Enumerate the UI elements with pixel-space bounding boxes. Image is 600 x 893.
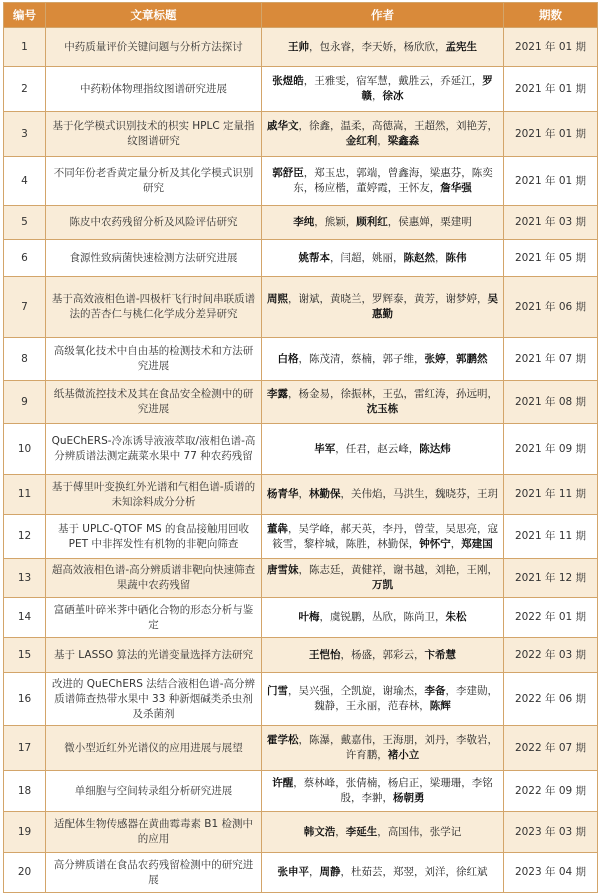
- author-text: ，郑玉忠，郭端，曾鑫海，梁惠芬，陈奕东，杨应楷，董婷霞，王怀友，: [293, 167, 493, 194]
- issue-number: 2021 年 12 期: [504, 559, 598, 598]
- author-highlighted: 吴惠勤: [372, 293, 498, 320]
- author-highlighted: 霍学松: [267, 734, 299, 746]
- author-highlighted: 王帅: [288, 40, 309, 53]
- articles-table: [3, 2, 598, 893]
- author-text: ，: [450, 537, 462, 550]
- table-row: [4, 812, 598, 853]
- author-highlighted: 詹华强: [440, 182, 472, 194]
- author-text: ，: [445, 352, 456, 365]
- author-text: ，熊颖，: [314, 216, 357, 228]
- issue-number: 2021 年 01 期: [504, 157, 598, 206]
- table-row: [4, 598, 598, 638]
- issue-number: 2021 年 08 期: [504, 381, 598, 424]
- author-highlighted: 顾利红: [356, 216, 388, 228]
- table-row: [4, 424, 598, 475]
- article-authors: [262, 638, 504, 673]
- author-highlighted: 许醒: [272, 777, 294, 789]
- author-text: ，谢斌，黄晓兰，罗辉泰，黄芳，谢梦婷，: [288, 293, 488, 305]
- article-title: 基于 LASSO 算法的光谱变量选择方法研究: [46, 638, 262, 673]
- row-number: 12: [4, 515, 46, 559]
- author-text: ，: [377, 135, 388, 147]
- issue-number: 2021 年 03 期: [504, 206, 598, 240]
- table-row: [4, 673, 598, 726]
- article-authors: [262, 812, 504, 853]
- author-highlighted: 沈玉栋: [366, 403, 399, 415]
- table-row: [4, 112, 598, 157]
- author-highlighted: 毕军: [314, 442, 336, 455]
- row-number: 20: [4, 853, 46, 893]
- author-text: ，王雅雯，宿军慧，戴胜云，乔延江，: [303, 75, 483, 87]
- author-text: ，高国伟，张学记: [377, 825, 462, 838]
- table-row: [4, 853, 598, 893]
- issue-number: 2021 年 01 期: [504, 28, 598, 67]
- author-highlighted: 林勤保: [309, 488, 341, 500]
- article-authors: [262, 726, 504, 771]
- author-text: ，吴兴强，仝凯旋，谢瑜杰，: [288, 685, 425, 697]
- issue-number: 2021 年 05 期: [504, 240, 598, 277]
- author-highlighted: 郑建国: [461, 537, 493, 550]
- author-text: ，杨盛，郭彩云，: [340, 648, 425, 661]
- author-highlighted: 陈达炜: [419, 442, 451, 455]
- row-number: 13: [4, 559, 46, 598]
- author-highlighted: 钟怀宁: [419, 537, 451, 550]
- author-highlighted: 金红利: [345, 135, 378, 147]
- article-authors: [262, 67, 504, 112]
- author-text: ，虞锐鹏，丛欣，陈尚卫，: [319, 611, 446, 623]
- author-highlighted: 张煜皓: [272, 75, 304, 87]
- article-authors: [262, 206, 504, 240]
- author-highlighted: 李纯: [293, 216, 315, 228]
- header-row: [4, 3, 598, 28]
- article-authors: [262, 475, 504, 515]
- author-text: ，李建勋，魏静，王永丽，范春林，: [314, 685, 498, 712]
- author-highlighted: 戚华文: [267, 120, 299, 132]
- author-highlighted: 王恺怡: [309, 648, 341, 661]
- table-row: [4, 206, 598, 240]
- author-highlighted: 杨朝勇: [393, 792, 425, 804]
- row-number: 6: [4, 240, 46, 277]
- author-text: ，侯惠婵，栗建明: [387, 216, 472, 228]
- author-text: ，陈瀑，戴嘉伟，王海朋，刘丹，李敬岩，许育鹏，: [298, 734, 498, 761]
- article-title: 高级氧化技术中自由基的检测技术和方法研究进展: [46, 338, 262, 381]
- author-highlighted: 杨青华: [267, 488, 299, 500]
- author-highlighted: 万凯: [372, 579, 393, 591]
- header-authors: 作者: [262, 3, 504, 28]
- author-highlighted: 朱松: [445, 611, 467, 623]
- author-highlighted: 陈辉: [429, 700, 451, 712]
- issue-number: 2023 年 04 期: [504, 853, 598, 893]
- header-issue: 期数: [504, 3, 598, 28]
- author-text: ，关伟焰，马洪生，魏晓芬，王玥: [340, 488, 498, 500]
- table-row: [4, 277, 598, 338]
- author-highlighted: 周静: [319, 866, 341, 878]
- article-title: 陈皮中农药残留分析及风险评估研究: [46, 206, 262, 240]
- article-title: QuEChERS-冷冻诱导液液萃取/液相色谱-高分辨质谱法测定蔬菜水果中 77 种农药残留: [46, 424, 262, 475]
- author-highlighted: 门雪: [267, 685, 288, 697]
- author-text: ，蔡林峰，张倩楠，杨启正，梁珊珊，李铭殷，李翀，: [293, 777, 493, 804]
- article-authors: [262, 240, 504, 277]
- row-number: 14: [4, 598, 46, 638]
- issue-number: 2021 年 01 期: [504, 112, 598, 157]
- table-row: [4, 28, 598, 67]
- author-highlighted: 张婷: [424, 352, 446, 365]
- article-authors: [262, 338, 504, 381]
- author-text: ，吴学峰，郝天英，李丹，曾莹，吴思亮，寇筱雪，黎梓城，陈胜，林勤保，: [272, 522, 498, 550]
- row-number: 17: [4, 726, 46, 771]
- row-number: 9: [4, 381, 46, 424]
- article-authors: [262, 277, 504, 338]
- author-text: ，闫超，姚丽，: [330, 251, 404, 264]
- row-number: 1: [4, 28, 46, 67]
- article-authors: [262, 28, 504, 67]
- table-row: [4, 381, 598, 424]
- article-title: 不同年份老香黄定量分析及其化学模式识别研究: [46, 157, 262, 206]
- author-text: ，: [435, 251, 446, 264]
- issue-number: 2021 年 11 期: [504, 475, 598, 515]
- issue-number: 2022 年 01 期: [504, 598, 598, 638]
- issue-number: 2022 年 03 期: [504, 638, 598, 673]
- author-highlighted: 董犇: [267, 522, 288, 535]
- article-authors: [262, 424, 504, 475]
- row-number: 19: [4, 812, 46, 853]
- author-highlighted: 姚帮本: [298, 251, 330, 264]
- author-highlighted: 白格: [277, 352, 299, 365]
- author-highlighted: 陈赵然: [403, 251, 435, 264]
- article-title: 适配体生物传感器在黄曲霉毒素 B1 检测中的应用: [46, 812, 262, 853]
- article-authors: [262, 598, 504, 638]
- table-row: [4, 638, 598, 673]
- author-highlighted: 李延生: [345, 825, 378, 838]
- article-title: 基于 UPLC-QTOF MS 的食品接触用回收 PET 中非挥发性有机物的非靶向筛查: [46, 515, 262, 559]
- article-title: 改进的 QuEChERS 法结合液相色谱-高分辨质谱筛查热带水果中 33 种新烟碱类杀虫剂及杀菌剂: [46, 673, 262, 726]
- issue-number: 2021 年 01 期: [504, 67, 598, 112]
- article-authors: [262, 381, 504, 424]
- table-row: [4, 240, 598, 277]
- article-authors: [262, 853, 504, 893]
- author-text: ，: [298, 488, 309, 500]
- author-highlighted: 李备: [424, 685, 446, 697]
- author-highlighted: 梁鑫淼: [387, 135, 420, 147]
- table-row: [4, 559, 598, 598]
- table-row: [4, 475, 598, 515]
- table-row: [4, 515, 598, 559]
- article-title: 微小型近红外光谱仪的应用进展与展望: [46, 726, 262, 771]
- article-title: 富硒堇叶碎米荠中硒化合物的形态分析与鉴定: [46, 598, 262, 638]
- row-number: 4: [4, 157, 46, 206]
- author-highlighted: 张申平: [277, 866, 309, 878]
- table-row: [4, 157, 598, 206]
- issue-number: 2021 年 09 期: [504, 424, 598, 475]
- author-highlighted: 陈伟: [445, 251, 467, 264]
- issue-number: 2021 年 11 期: [504, 515, 598, 559]
- row-number: 18: [4, 771, 46, 812]
- author-text: ，任君，赵云峰，: [335, 442, 420, 455]
- article-authors: [262, 771, 504, 812]
- article-authors: [262, 559, 504, 598]
- article-title: 中药粉体物理指纹图谱研究进展: [46, 67, 262, 112]
- article-title: 基于高效液相色谱-四极杆飞行时间串联质谱法的苦杏仁与桃仁化学成分差异研究: [46, 277, 262, 338]
- article-authors: [262, 112, 504, 157]
- row-number: 5: [4, 206, 46, 240]
- table-row: [4, 338, 598, 381]
- author-highlighted: 李露: [267, 388, 288, 400]
- author-text: ，杨金易，徐振林，王弘，雷红涛，孙远明，: [288, 388, 498, 400]
- author-text: ，徐鑫，温柔，高德嵩，王超然，刘艳芳，: [298, 120, 498, 132]
- author-highlighted: 褚小立: [387, 749, 420, 761]
- author-highlighted: 郭舒臣: [272, 167, 304, 179]
- article-authors: [262, 515, 504, 559]
- article-title: 基于傅里叶变换红外光谱和气相色谱-质谱的未知涂料成分分析: [46, 475, 262, 515]
- author-text: ，陈志廷，黄健祥，谢书越，刘艳，王刚，: [298, 564, 498, 576]
- table-row: [4, 726, 598, 771]
- table-row: [4, 67, 598, 112]
- author-highlighted: 周熙: [267, 293, 288, 305]
- issue-number: 2022 年 09 期: [504, 771, 598, 812]
- author-highlighted: 徐冰: [382, 90, 404, 102]
- author-text: ，: [335, 825, 346, 838]
- author-text: ，: [309, 866, 320, 878]
- author-highlighted: 叶梅: [298, 611, 320, 623]
- author-highlighted: 唐雪妹: [267, 564, 299, 576]
- table-body: [4, 28, 598, 893]
- article-authors: [262, 157, 504, 206]
- author-highlighted: 卞希慧: [424, 648, 456, 661]
- row-number: 8: [4, 338, 46, 381]
- header-num: 编号: [4, 3, 46, 28]
- row-number: 15: [4, 638, 46, 673]
- issue-number: 2021 年 07 期: [504, 338, 598, 381]
- author-text: ，陈茂清，蔡楠，郭子维，: [298, 352, 425, 365]
- header-title: 文章标题: [46, 3, 262, 28]
- author-text: ，杜茹芸，郑翌，刘洋，徐红斌: [340, 866, 488, 878]
- author-text: ，: [372, 90, 383, 102]
- article-title: 中药质量评价关键问题与分析方法探讨: [46, 28, 262, 67]
- article-title: 超高效液相色谱-高分辨质谱非靶向快速筛查果蔬中农药残留: [46, 559, 262, 598]
- issue-number: 2022 年 06 期: [504, 673, 598, 726]
- author-highlighted: 郭鹏然: [456, 352, 488, 365]
- article-title: 单细胞与空间转录组分析研究进展: [46, 771, 262, 812]
- article-authors: [262, 673, 504, 726]
- row-number: 10: [4, 424, 46, 475]
- author-highlighted: 孟宪生: [445, 40, 477, 53]
- issue-number: 2021 年 06 期: [504, 277, 598, 338]
- author-highlighted: 罗赣: [361, 75, 493, 102]
- row-number: 2: [4, 67, 46, 112]
- issue-number: 2022 年 07 期: [504, 726, 598, 771]
- row-number: 16: [4, 673, 46, 726]
- issue-number: 2023 年 03 期: [504, 812, 598, 853]
- row-number: 3: [4, 112, 46, 157]
- author-text: ，包永睿，李天娇，杨欣欣，: [309, 40, 446, 53]
- article-title: 基于化学模式识别技术的枳实 HPLC 定量指纹图谱研究: [46, 112, 262, 157]
- row-number: 11: [4, 475, 46, 515]
- row-number: 7: [4, 277, 46, 338]
- article-title: 食源性致病菌快速检测方法研究进展: [46, 240, 262, 277]
- author-highlighted: 韩文浩: [303, 825, 336, 838]
- table-row: [4, 771, 598, 812]
- article-title: 纸基微流控技术及其在食品安全检测中的研究进展: [46, 381, 262, 424]
- article-title: 高分辨质谱在食品农药残留检测中的研究进展: [46, 853, 262, 893]
